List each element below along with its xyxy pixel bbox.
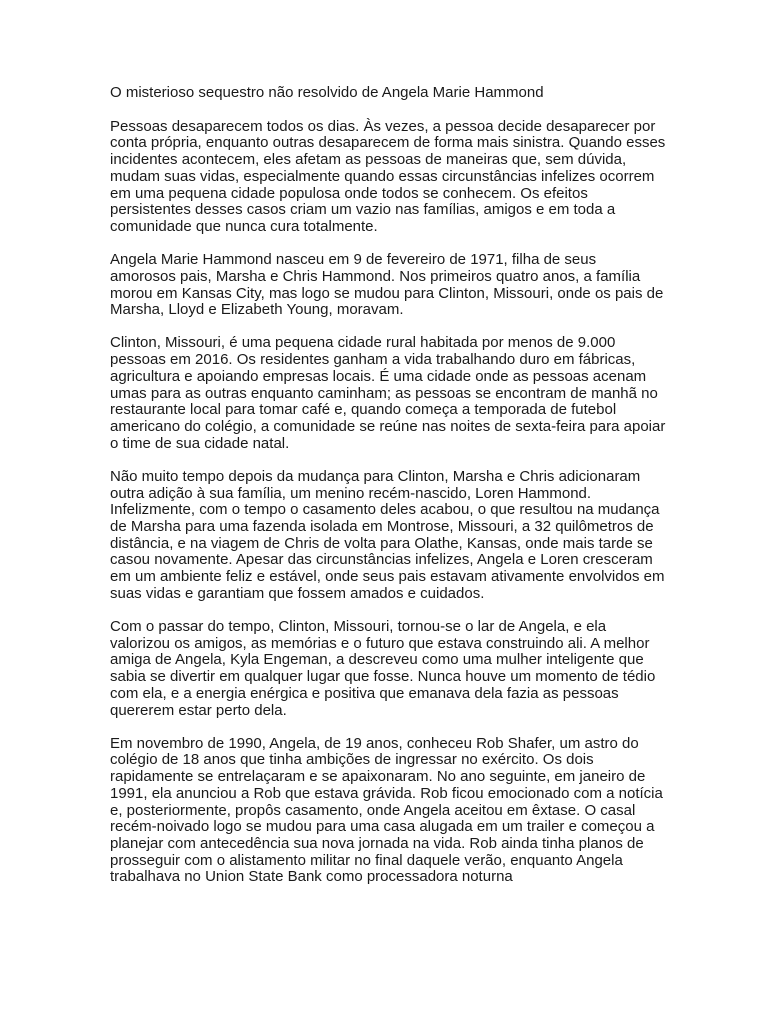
paragraph-clinton: Clinton, Missouri, é uma pequena cidade rural habitada por menos de 9.000 pessoas em 2016. Os residentes ganham a vida trabalhando duro em fábricas, agricultura e apoiando empresas locais. É uma cidade onde as pessoas acenam umas para as outras enquanto caminham; as pessoas se encontram de manhã no restaurante local para tomar café e, quando começa a temporada de futebol americano do colégio, a comunidade se reúne nas noites de sexta-feira para apoiar o time de sua cidade natal. — [110, 334, 666, 452]
paragraph-intro: Pessoas desaparecem todos os dias. Às vezes, a pessoa decide desaparecer por conta própria, enquanto outras desaparecem de forma mais sinistra. Quando esses incidentes acontecem, eles afetam as pessoas de maneiras que, sem dúvida, mudam suas vidas, especialmente quando essas circunstâncias infelizes ocorrem em uma pequena cidade populosa onde todos se conhecem. Os efeitos persistentes desses casos criam um vazio nas famílias, amigos e em toda a comunidade que nunca cura totalmente. — [110, 117, 666, 235]
paragraph-friends: Com o passar do tempo, Clinton, Missouri, tornou-se o lar de Angela, e ela valorizou os amigos, as memórias e o futuro que estava construindo ali. A melhor amiga de Angela, Kyla Engeman, a descreveu como uma mulher inteligente que sabia se divertir em qualquer lugar que fosse. Nunca houve um momento de tédio com ela, e a energia enérgica e positiva que emanava dela fazia as pessoas quererem estar perto dela. — [110, 617, 656, 719]
paragraph-rob-shafer: Em novembro de 1990, Angela, de 19 anos, conheceu Rob Shafer, um astro do colégio de 18 anos que tinha ambições de ingressar no exército. Os dois rapidamente se entrelaçaram e se apaixonaram. No ano seguinte, em janeiro de 1991, ela anunciou a Rob que estava grávida. Rob ficou emocionado com a notícia e, posteriormente, propôs casamento, onde Angela aceitou em êxtase. O casal recém-noivado logo se mudou para uma casa alugada em um trailer e começou a planejar com antecedência sua nova jornada na vida. Rob ainda tinha planos de prosseguir com o alistamento militar no final daquele verão, enquanto Angela trabalhava no Union State Bank como processadora noturna — [110, 734, 663, 886]
paragraph-birth: Angela Marie Hammond nasceu em 9 de fevereiro de 1971, filha de seus amorosos pais, Marsha e Chris Hammond. Nos primeiros quatro anos, a família morou em Kansas City, mas logo se mudou para Clinton, Missouri, onde os pais de Marsha, Lloyd e Elizabeth Young, moravam. — [110, 251, 664, 319]
document-body — [110, 85, 666, 886]
paragraph-family: Não muito tempo depois da mudança para Clinton, Marsha e Chris adicionaram outra adição à sua família, um menino recém-nascido, Loren Hammond. Infelizmente, com o tempo o casamento deles acabou, o que resultou na mudança de Marsha para uma fazenda isolada em Montrose, Missouri, a 32 quilômetros de distância, e na viagem de Chris de volta para Olathe, Kansas, onde mais tarde se casou novamente. Apesar das circunstâncias infelizes, Angela e Loren cresceram em um ambiente feliz e estável, onde seus pais estavam ativamente envolvidos em suas vidas e garantiam que fossem amados e cuidados. — [110, 467, 665, 602]
document-title: O misterioso sequestro não resolvido de Angela Marie Hammond — [110, 84, 544, 101]
